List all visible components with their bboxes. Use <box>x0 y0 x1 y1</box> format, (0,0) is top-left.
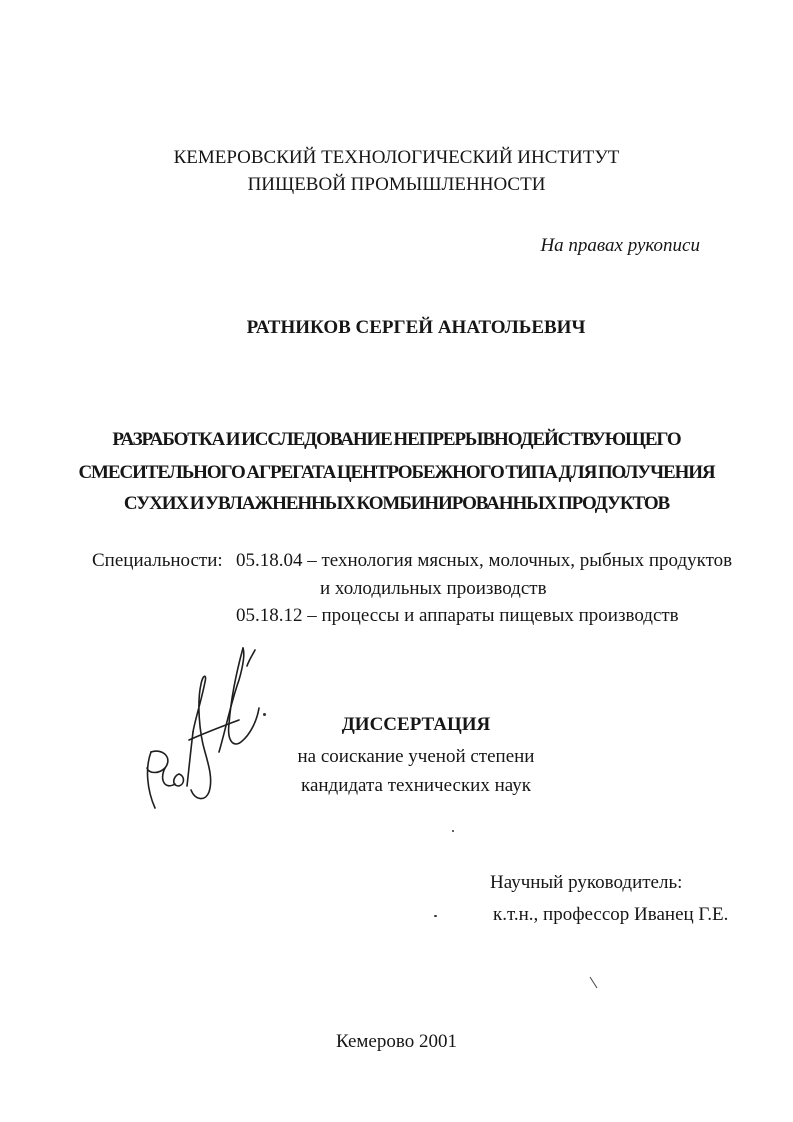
supervisor-name: к.т.н., профессор Иванец Г.Е. <box>493 904 729 925</box>
dissertation-title-line-3: СУХИХ И УВЛАЖНЕННЫХ КОМБИНИРОВАННЫХ ПРОДУКТОВ <box>123 493 670 514</box>
dissertation-degree-line-1: на соискание ученой степени <box>297 746 535 767</box>
scan-speck <box>434 915 437 917</box>
manuscript-note: На правах рукописи <box>540 235 700 256</box>
dissertation-title-line-1: РАЗРАБОТКА И ИССЛЕДОВАНИЕ НЕПРЕРЫВНОДЕЙСТВУЮЩЕГО <box>112 429 681 450</box>
institute-line-1: КЕМЕРОВСКИЙ ТЕХНОЛОГИЧЕСКИЙ ИНСТИТУТ <box>173 147 620 168</box>
supervisor-label: Научный руководитель: <box>490 872 683 893</box>
specialty-2-line-1: 05.18.12 – процессы и аппараты пищевых производств <box>236 605 679 626</box>
specialty-1-line-1: 05.18.04 – технология мясных, молочных, рыбных продуктов <box>236 550 733 571</box>
dissertation-heading: ДИССЕРТАЦИЯ <box>341 714 491 735</box>
dissertation-degree-line-2: кандидата технических наук <box>301 775 531 796</box>
author-name: РАТНИКОВ СЕРГЕЙ АНАТОЛЬЕВИЧ <box>246 317 586 338</box>
scan-mark <box>588 976 600 990</box>
specialty-1-line-2: и холодильных производств <box>320 578 547 599</box>
scan-speck <box>452 830 454 832</box>
scan-speck <box>263 713 266 716</box>
specialties-label: Специальности: <box>92 550 223 571</box>
city-year: Кемерово 2001 <box>336 1031 457 1052</box>
dissertation-title-line-2: СМЕСИТЕЛЬНОГО АГРЕГАТА ЦЕНТРОБЕЖНОГО ТИПА ДЛЯ ПОЛУЧЕНИЯ <box>78 462 715 483</box>
institute-line-2: ПИЩЕВОЙ ПРОМЫШЛЕННОСТИ <box>247 174 546 195</box>
